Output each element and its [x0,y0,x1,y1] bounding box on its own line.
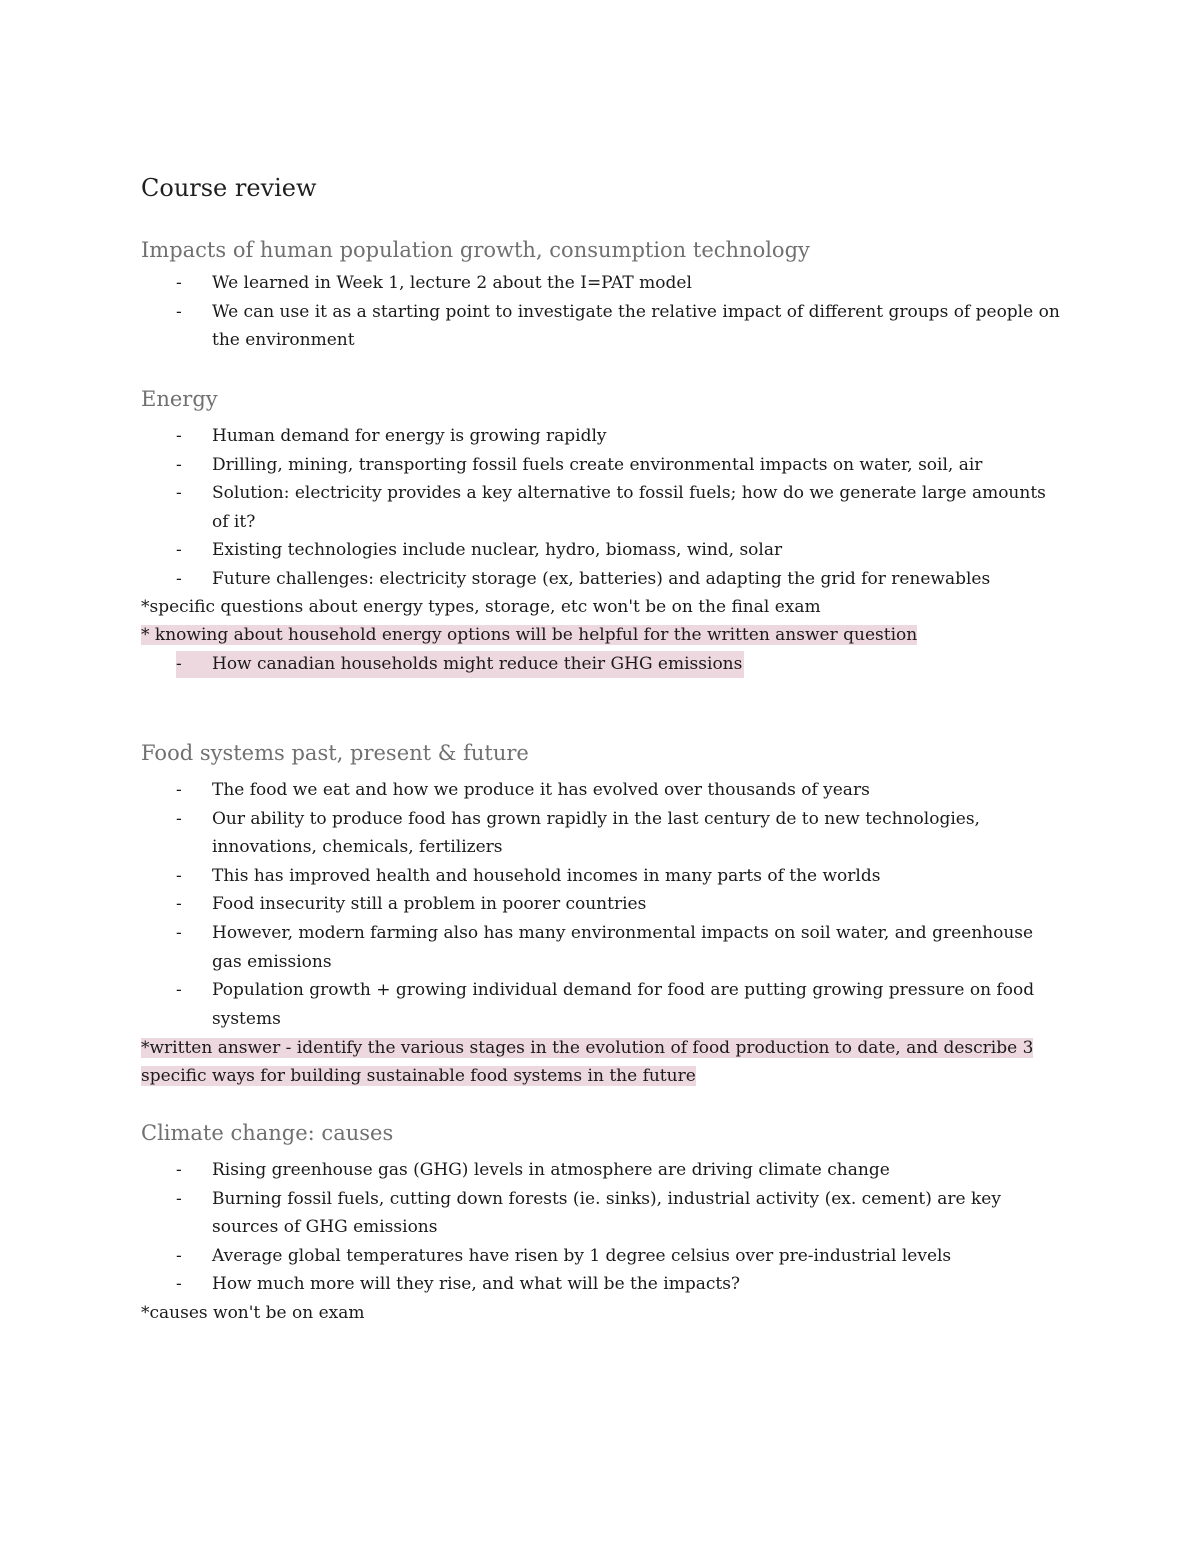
bullet-text: Our ability to produce food has grown rapidly in the last century de to new technologies, innovations, chemicals, fertilizers [212,808,980,858]
section-heading-food-systems: Food systems past, present & future [141,741,529,765]
food-bullet-list [0,776,1200,1033]
bullet-dash: - [176,273,182,293]
bullet-dash: - [176,568,182,589]
bullet-dash: - [176,540,182,561]
energy-bullet-list [0,422,1200,594]
bullet-text: How canadian households might reduce their GHG emissions [212,654,743,674]
list-item [0,1242,1200,1271]
list-item [0,298,1200,355]
bullet-dash: - [176,922,182,943]
bullet-text: Rising greenhouse gas (GHG) levels in atmosphere are driving climate change [212,1160,890,1180]
bullet-dash: - [176,780,182,800]
list-item [0,919,1200,976]
bullet-text: How much more will they rise, and what will be the impacts? [212,1274,741,1295]
bullet-dash: - [176,654,182,674]
bullet-dash: - [176,1160,182,1180]
section-heading-energy: Energy [141,387,218,411]
climate-bullet-list [0,1156,1200,1299]
bullet-text: Future challenges: electricity storage (ex, batteries) and adapting the grid for renewables [212,568,991,589]
energy-note-highlighted [141,621,1051,650]
bullet-dash: - [176,426,182,446]
bullet-dash: - [176,483,182,504]
bullet-text: Existing technologies include nuclear, hydro, biomass, wind, solar [212,540,783,561]
list-item [0,776,1200,805]
bullet-dash: - [176,1245,182,1266]
bullet-dash: - [176,301,182,322]
list-item [0,862,1200,891]
list-item [0,269,1200,298]
bullet-text: Human demand for energy is growing rapidly [212,426,607,446]
bullet-text: Population growth + growing individual demand for food are putting growing pressure on food systems [212,980,1035,1029]
page-title: Course review [141,174,317,202]
impacts-bullet-list [0,269,1200,355]
bullet-dash: - [176,454,182,475]
bullet-text: Burning fossil fuels, cutting down forests (ie. sinks), industrial activity (ex. cement) are key sources of GHG emissions [212,1188,1001,1238]
highlighted-text: * knowing about household energy options will be helpful for the written answer question [141,625,918,645]
energy-note-exam: *specific questions about energy types, storage, etc won't be on the final exam [141,597,821,617]
bullet-text: However, modern farming also has many environmental impacts on soil water, and greenhouse gas emissions [212,922,1034,972]
section-heading-impacts: Impacts of human population growth, consumption technology [141,238,810,262]
bullet-text: The food we eat and how we produce it has evolved over thousands of years [212,780,870,800]
bullet-dash: - [176,865,182,886]
list-item [0,536,1200,565]
bullet-text: Solution: electricity provides a key alternative to fossil fuels; how do we generate large amounts of it? [212,483,1046,532]
bullet-text: Average global temperatures have risen by 1 degree celsius over pre-industrial levels [212,1245,952,1266]
list-item [0,1156,1200,1185]
food-note-line-2 [141,1062,1051,1091]
bullet-text: We learned in Week 1, lecture 2 about the I=PAT model [212,273,692,293]
energy-sub-bullet-list [0,650,1200,679]
food-note-line-1 [141,1034,1051,1063]
list-item [0,976,1200,1033]
list-item [0,1185,1200,1242]
list-item [0,650,1200,679]
bullet-dash: - [176,808,182,829]
list-item [0,890,1200,919]
bullet-text: Drilling, mining, transporting fossil fuels create environmental impacts on water, soil, air [212,454,983,475]
bullet-text: Food insecurity still a problem in poorer countries [212,894,647,915]
bullet-dash: - [176,1274,182,1295]
highlighted-text: specific ways for building sustainable food systems in the future [141,1066,696,1086]
list-item [0,451,1200,480]
list-item [0,1270,1200,1299]
bullet-dash: - [176,980,182,1001]
list-item [0,422,1200,451]
climate-note-exam: *causes won't be on exam [141,1303,365,1323]
bullet-text: We can use it as a starting point to investigate the relative impact of different groups of people on the environment [212,301,1060,351]
list-item [0,805,1200,862]
bullet-text: This has improved health and household incomes in many parts of the worlds [212,865,881,886]
bullet-dash: - [176,1188,182,1209]
section-heading-climate-causes: Climate change: causes [141,1121,394,1145]
highlighted-text: *written answer - identify the various stages in the evolution of food production to date, and describe 3 [141,1038,1034,1058]
list-item [0,565,1200,594]
list-item [0,479,1200,536]
bullet-dash: - [176,894,182,915]
